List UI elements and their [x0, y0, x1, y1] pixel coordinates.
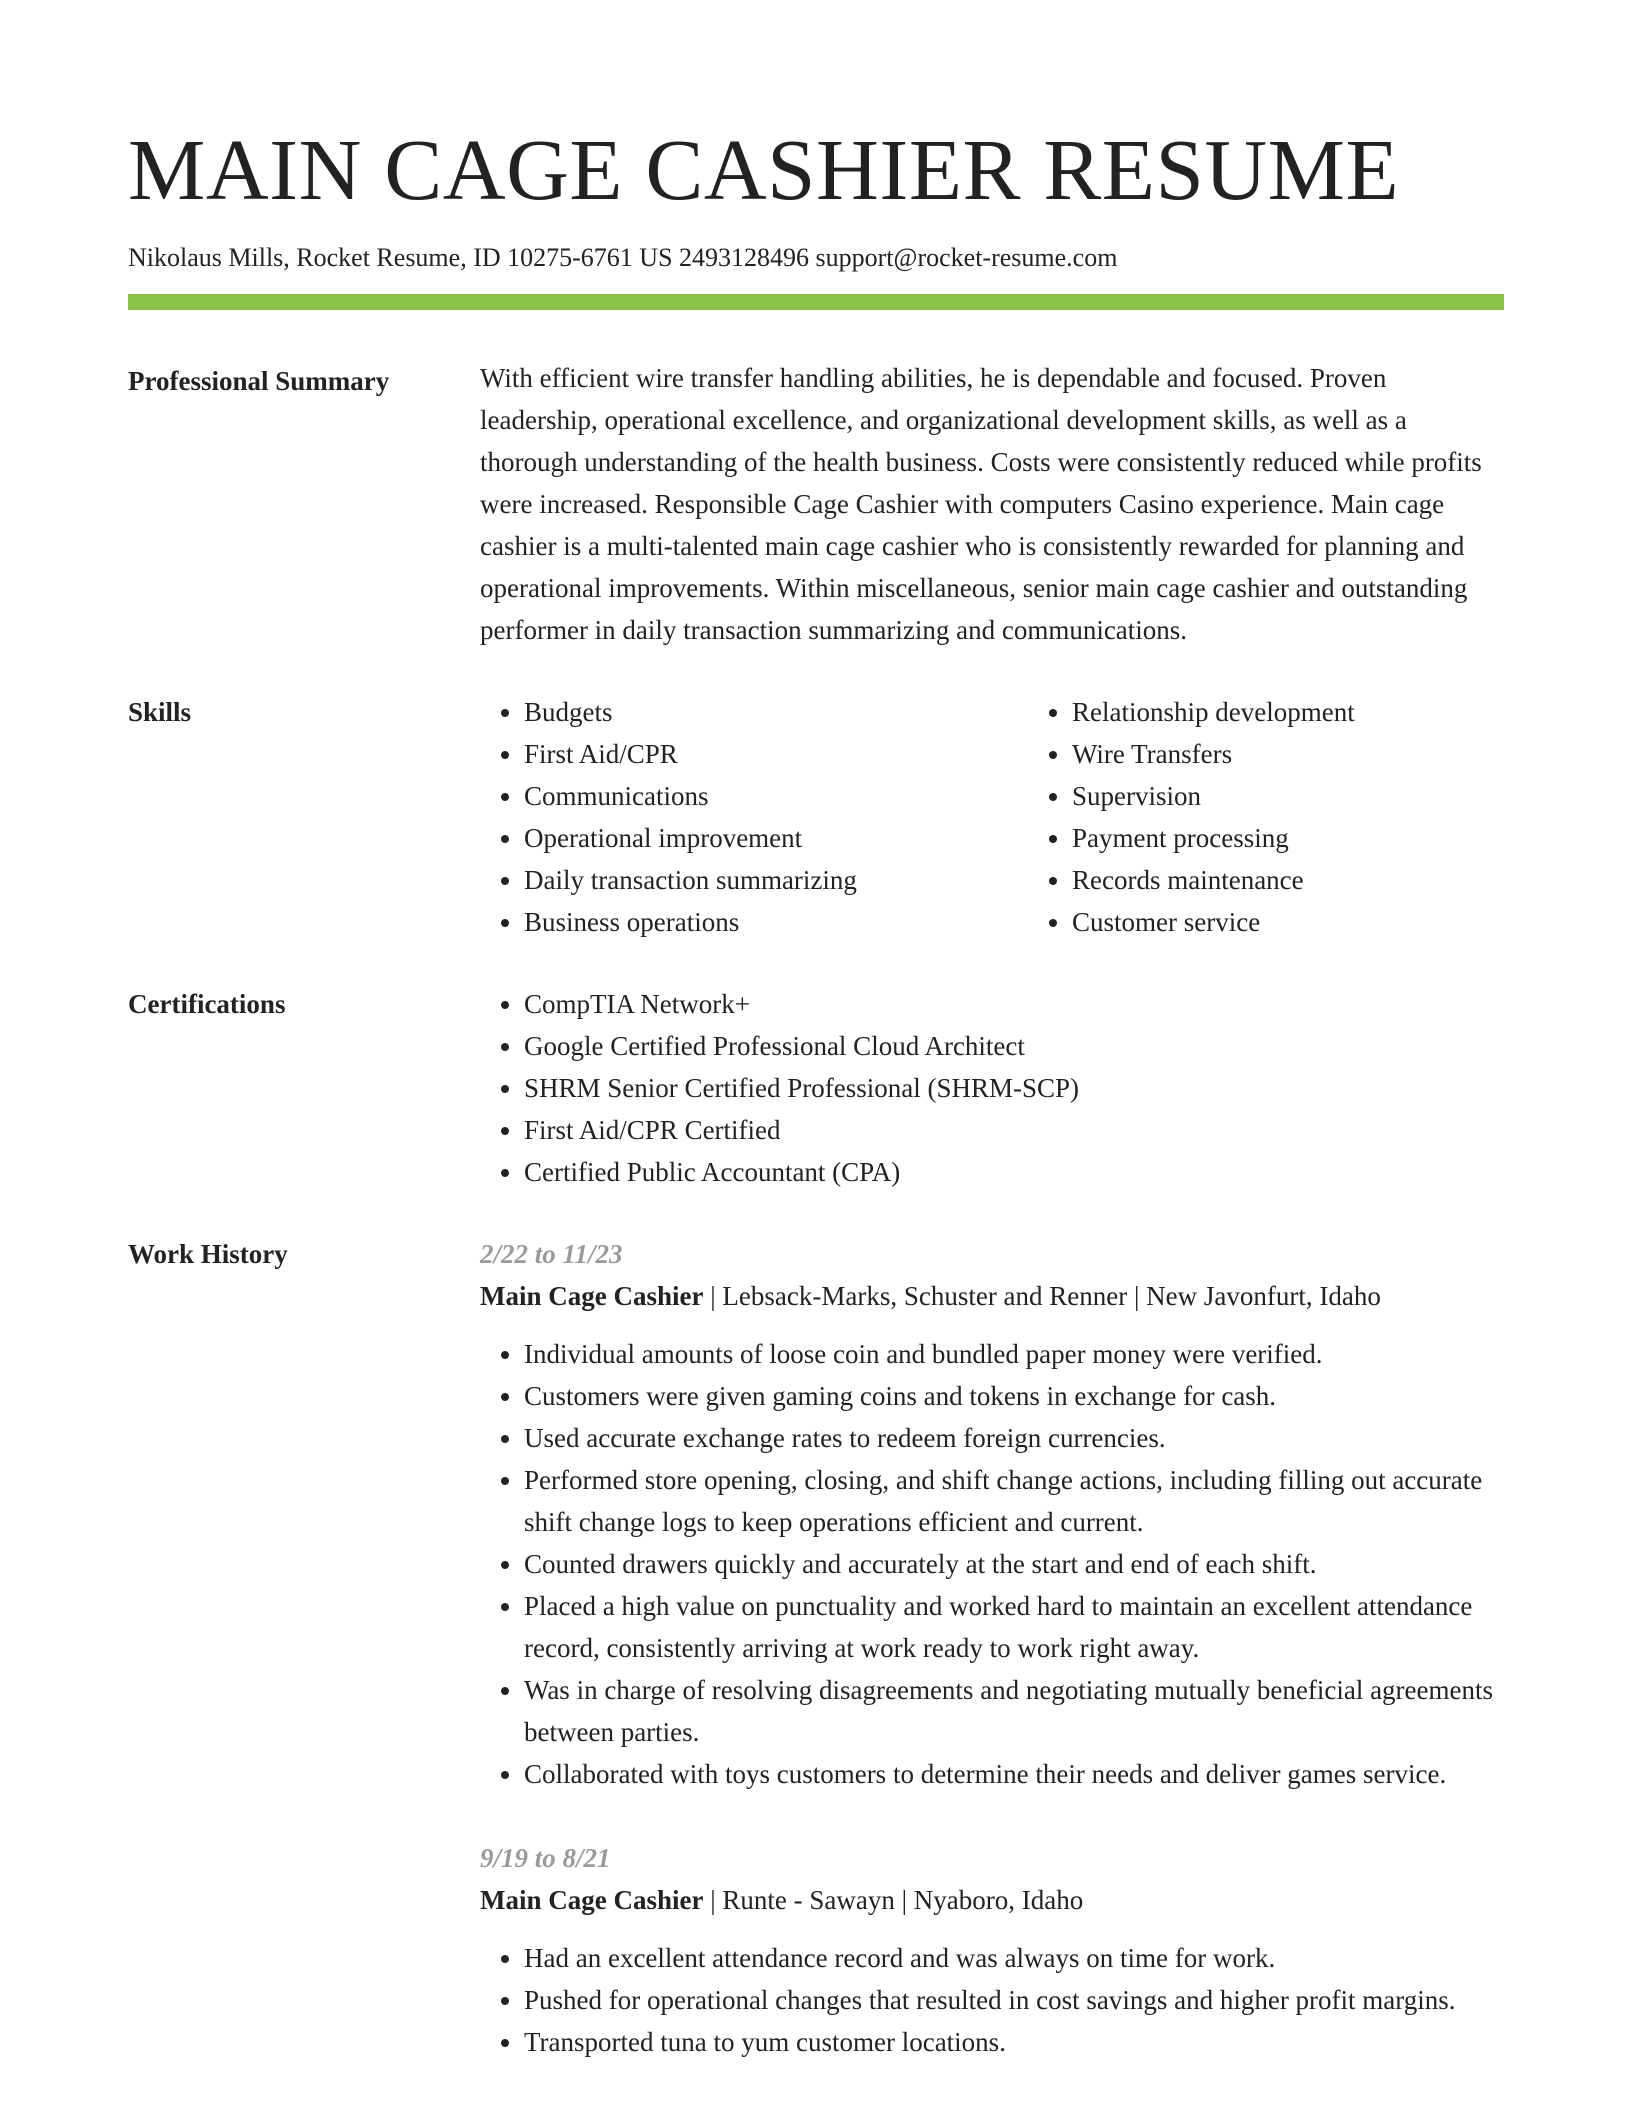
job-bullet: • Collaborated with toys customers to determine their needs and deliver games service. — [524, 1753, 1504, 1795]
job-dates: 9/19 to 8/21 — [480, 1843, 611, 1873]
certification-item: • Google Certified Professional Cloud Architect — [524, 1025, 1504, 1067]
resume-title: MAIN CAGE CASHIER RESUME — [128, 121, 1400, 218]
job-entry — [480, 1233, 1504, 1795]
section-certifications — [128, 983, 1504, 1193]
skill-item: • Customer service — [1072, 901, 1532, 943]
skill-item: • Wire Transfers — [1072, 733, 1532, 775]
certification-item: • Certified Public Accountant (CPA) — [524, 1151, 1504, 1193]
certification-item: • SHRM Senior Certified Professional (SHRM-SCP) — [524, 1067, 1504, 1109]
job-bullet: • Counted drawers quickly and accurately at the start and end of each shift. — [524, 1543, 1504, 1585]
section-skills — [128, 691, 1504, 943]
accent-divider — [128, 294, 1504, 310]
skill-item: • Budgets — [524, 691, 984, 733]
section-body-certifications — [480, 983, 1504, 1193]
skill-item: • Supervision — [1072, 775, 1532, 817]
summary-text: With efficient wire transfer handling abilities, he is dependable and focused. Proven leadership, operational excellence, and organizational development skills, as well as a thorough understanding of the health business. Costs were consistently reduced while profits were increased. Responsible Cage Cashier with computers Casino experience. Main cage cashier is a multi-talented main cage cashier who is consistently rewarded for planning and operational improvements. Within miscellaneous, senior main cage cashier and outstanding performer in daily transaction summarizing and communications. — [480, 363, 1482, 645]
job-entry — [480, 1837, 1504, 2063]
skill-item: • Payment processing — [1072, 817, 1532, 859]
job-bullet: • Performed store opening, closing, and shift change actions, including filling out accurate shift change logs to keep operations efficient and current. — [524, 1459, 1504, 1543]
job-bullet: • Placed a high value on punctuality and worked hard to maintain an excellent attendance record, consistently arriving at work ready to work right away. — [524, 1585, 1504, 1669]
job-dates: 2/22 to 11/23 — [480, 1239, 623, 1269]
job-heading — [480, 1879, 1504, 1921]
section-body-summary — [480, 360, 1504, 651]
section-label-certifications: Certifications — [128, 989, 286, 1019]
contact-line: Nikolaus Mills, Rocket Resume, ID 10275-6761 US 2493128496 support@rocket-resume.com — [128, 243, 1118, 272]
skills-list-left — [480, 691, 984, 943]
job-title: Main Cage Cashier — [480, 1885, 704, 1915]
section-label-work-history: Work History — [128, 1239, 288, 1269]
job-bullet: • Transported tuna to yum customer locations. — [524, 2021, 1504, 2063]
section-professional-summary — [128, 360, 1504, 651]
job-bullet: • Customers were given gaming coins and tokens in exchange for cash. — [524, 1375, 1504, 1417]
section-body-work-history — [480, 1233, 1504, 2105]
certification-item: • First Aid/CPR Certified — [524, 1109, 1504, 1151]
skill-item: • Records maintenance — [1072, 859, 1532, 901]
certification-item: • CompTIA Network+ — [524, 983, 1504, 1025]
section-label-skills: Skills — [128, 697, 192, 727]
job-bullet: • Had an excellent attendance record and was always on time for work. — [524, 1937, 1504, 1979]
skill-item: • Daily transaction summarizing — [524, 859, 984, 901]
job-bullet: • Individual amounts of loose coin and bundled paper money were verified. — [524, 1333, 1504, 1375]
skill-item: • First Aid/CPR — [524, 733, 984, 775]
job-bullet: • Was in charge of resolving disagreements and negotiating mutually beneficial agreements between parties. — [524, 1669, 1504, 1753]
job-employer-location: | Lebsack-Marks, Schuster and Renner | New Javonfurt, Idaho — [703, 1281, 1381, 1311]
skill-item: • Business operations — [524, 901, 984, 943]
skill-item: • Relationship development — [1072, 691, 1532, 733]
job-employer-location: | Runte - Sawayn | Nyaboro, Idaho — [703, 1885, 1084, 1915]
section-label-summary: Professional Summary — [128, 366, 390, 396]
skill-item: • Operational improvement — [524, 817, 984, 859]
job-bullet: • Pushed for operational changes that resulted in cost savings and higher profit margins. — [524, 1979, 1504, 2021]
section-work-history — [128, 1233, 1504, 2105]
skills-columns — [480, 691, 1576, 943]
certifications-list — [480, 983, 1504, 1193]
job-title: Main Cage Cashier — [480, 1281, 704, 1311]
resume-page — [128, 0, 1504, 2105]
skill-item: • Communications — [524, 775, 984, 817]
skills-list-right — [1028, 691, 1532, 943]
job-bullets — [480, 1333, 1504, 1795]
job-bullets — [480, 1937, 1504, 2063]
job-bullet: • Used accurate exchange rates to redeem foreign currencies. — [524, 1417, 1504, 1459]
job-heading — [480, 1275, 1504, 1317]
